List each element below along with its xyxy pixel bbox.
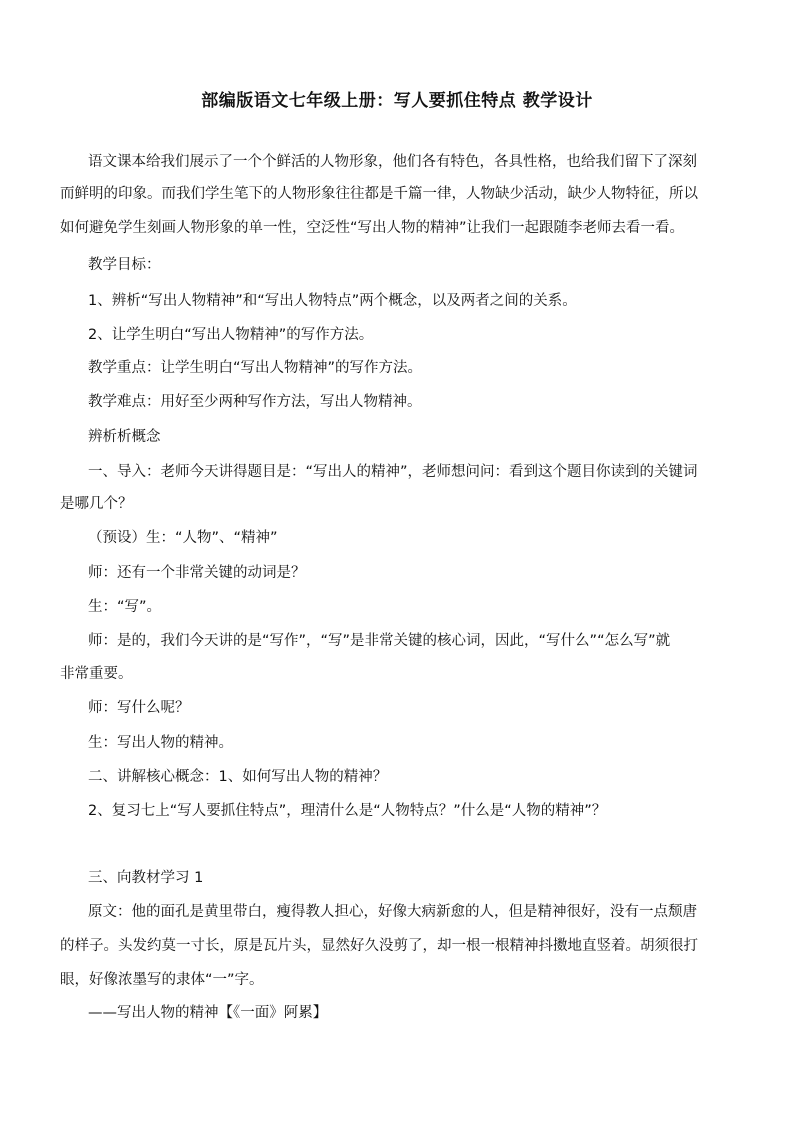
document-title: 部编版语文七年级上册：写人要抓住特点 教学设计 [201, 91, 593, 111]
objective-1: 1、辨析“写出人物精神”和“写出人物特点”两个概念，以及两者之间的关系。 [88, 293, 577, 309]
difficulty: 教学难点：用好至少两种写作方法，写出人物精神。 [88, 394, 422, 410]
original-text-line-1: 原文：他的面孔是黄里带白，瘦得教人担心，好像大病新愈的人，但是精神很好，没有一点颓唐 [88, 904, 697, 920]
source-citation: ——写出人物的精神【《一面》阿累】 [88, 1005, 328, 1021]
section-3-heading: 三、向教材学习 1 [88, 870, 204, 886]
teacher-line-3: 师：写什么呢？ [88, 700, 190, 716]
objectives-heading: 教学目标： [88, 257, 161, 273]
section-2-heading: 二、讲解核心概念：1、如何写出人物的精神？ [88, 769, 388, 785]
intro-line-3: 如何避免学生刻画人物形象的单一性，空泛性“写出人物的精神”让我们一起跟随李老师去看一看。 [60, 220, 685, 236]
key-point: 教学重点：让学生明白“写出人物精神”的写作方法。 [88, 360, 423, 376]
intro-line-2: 而鲜明的印象。而我们学生笔下的人物形象往往都是千篇一律，人物缺少活动，缺少人物特征，所以 [60, 186, 698, 202]
student-line-1: 生：“写”。 [88, 599, 162, 615]
teacher-line-2a: 师：是的，我们今天讲的是“写作”，“写”是非常关键的核心词，因此，“写什么”“怎么写”就 [88, 633, 671, 649]
section-2-review: 2、复习七上“写人要抓住特点”，理清什么是“人物特点？”什么是“人物的精神”？ [88, 803, 607, 819]
original-text-line-2: 的样子。头发约莫一寸长，原是瓦片头，显然好久没剪了，却一根一根精神抖擞地直竖着。胡须很打 [60, 938, 698, 954]
objective-2: 2、让学生明白“写出人物精神”的写作方法。 [88, 327, 374, 343]
teacher-line-2b: 非常重要。 [60, 666, 133, 682]
intro-section-line-2: 是哪几个？ [60, 496, 133, 512]
intro-line-1: 语文课本给我们展示了一个个鲜活的人物形象，他们各有特色，各具性格，也给我们留下了深刻 [88, 154, 697, 170]
concept-heading: 辨析析概念 [88, 429, 161, 445]
teacher-line-1: 师：还有一个非常关键的动词是？ [88, 565, 306, 581]
original-text-line-3: 眼，好像浓墨写的隶体“一”字。 [60, 972, 264, 988]
intro-section-line-1: 一、导入：老师今天讲得题目是：“写出人的精神”，老师想问问：看到这个题目你读到的关键词 [88, 464, 698, 480]
student-line-2: 生：写出人物的精神。 [88, 735, 233, 751]
preset-answer: （预设）生：“人物”、“精神” [88, 530, 278, 546]
